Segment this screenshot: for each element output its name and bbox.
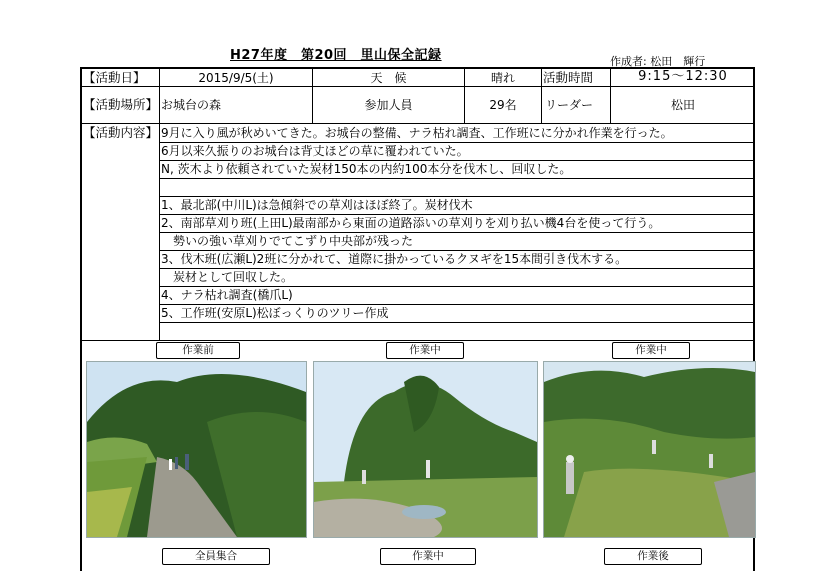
content-row-divider [159,178,753,179]
activity-place: お城台の森 [161,98,222,112]
content-line: 6月以来久振りのお城台は背丈ほどの草に覆われていた。 [161,144,469,158]
content-line: 5、工作班(安原L)松ぼっくりのツリー作成 [161,306,389,320]
photo-caption-bottom-3: 作業後 [604,548,702,565]
leader-label: リーダー [545,98,594,112]
participants-count: 29名 [489,98,517,112]
activity-date: 2015/9/5(土) [198,71,274,85]
row-divider [82,86,753,87]
photo-caption-top-1: 作業前 [156,342,240,359]
content-line: 2、南部草刈り班(上田L)最南部から東面の道路添いの草刈りを刈り払い機4台を使って行う。 [161,216,661,230]
content-line: 炭材として回収した。 [161,270,294,284]
content-line: 4、ナラ枯れ調査(橋爪L) [161,288,293,302]
row-divider [82,123,753,124]
photo-caption-bottom-2: 作業中 [380,548,476,565]
participants-label: 参加人員 [364,98,413,112]
weather-label: 天 候 [370,71,407,85]
row-divider [82,340,753,341]
slope-photo-during-work [543,361,756,538]
content-line: N, 茨木より依頼されていた炭材150本の内約100本分を伐木し、回収した。 [161,162,572,176]
photo-caption-top-3: 作業中 [612,342,690,359]
page-title: H27年度 第20回 里山保全記録 [230,48,442,63]
col-divider [541,69,542,123]
content-label: 【活動内容】 [83,125,159,140]
activity-date-label: 【活動日】 [83,70,146,85]
weather: 晴れ [490,71,515,85]
activity-time: 9:15～12:30 [638,69,728,84]
content-line: 勢いの強い草刈りでてこずり中央部が残った [161,234,414,248]
author: 作成者: 松田 輝行 [610,55,706,68]
content-line: 9月に入り風が秋めいてきた。お城台の整備、ナラ枯れ調査、工作班にに分かれ作業を行った。 [161,126,673,140]
photo-caption-top-2: 作業中 [386,342,464,359]
content-line: 1、最北部(中川L)は急傾斜での草刈はほぼ終了。炭材伐木 [161,198,473,212]
path-photo-before-work [86,361,307,538]
content-line: 3、伐木班(広瀬L)2班に分かれて、道際に掛かっているクヌギを15本間引き伐木する。 [161,252,628,266]
photo-caption-bottom-1: 全員集合 [162,548,270,565]
place-label: 【活動場所】 [83,97,159,112]
trees-photo-during-work [313,361,538,538]
activity-time-label: 活動時間 [543,70,594,85]
leader-name: 松田 [670,98,695,112]
record-sheet [80,67,755,571]
content-row-divider [159,322,753,323]
